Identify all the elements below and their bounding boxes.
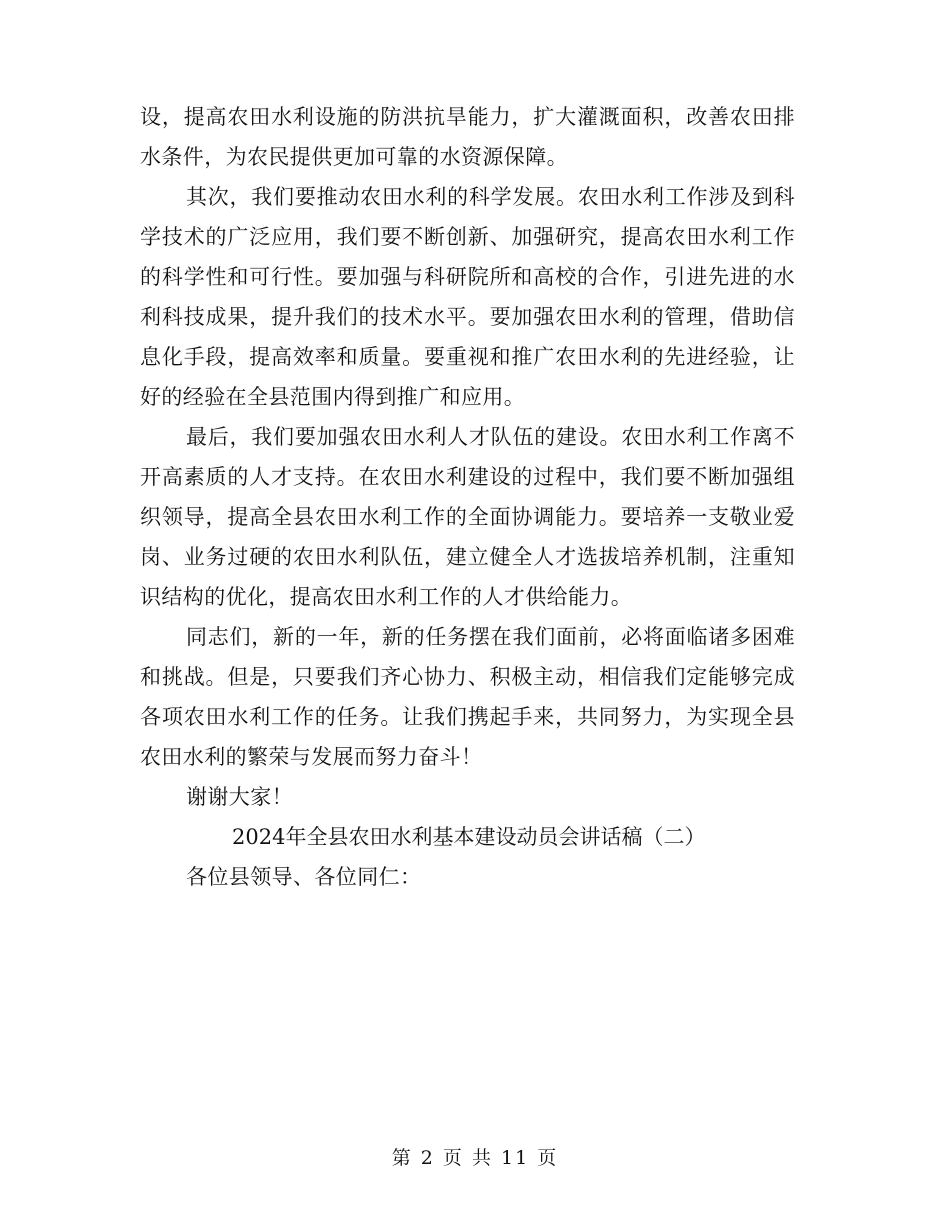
section-title: 2024年全县农田水利基本建设动员会讲话稿（二） (232, 825, 706, 849)
paragraph-talent: 最后，我们要加强农田水利人才队伍的建设。农田水利工作离不开高素质的人才支持。在农田水利建设的过程中，我们要不断加强组织领导，提高全县农田水利工作的全面协调能力。要培养一支敬业爱岗、业务过硬的农田水利队伍，建立健全人才选拔培养机制，注重知识结构的优化，提高农田水利工作的人才供给能力。 (140, 425, 795, 609)
document-body (140, 97, 795, 897)
salutation: 各位县领导、各位同仁： (186, 865, 422, 889)
paragraph-science: 其次，我们要推动农田水利的科学发展。农田水利工作涉及到科学技术的广泛应用，我们要不断创新、加强研究，提高农田水利工作的科学性和可行性。要加强与科研院所和高校的合作，引进先进的水利科技成果，提升我们的技术水平。要加强农田水利的管理，借助信息化手段，提高效率和质量。要重视和推广农田水利的先进经验，让好的经验在全县范围内得到推广和应用。 (140, 185, 795, 409)
page-number-footer: 第 2 页 共 11 页 (391, 1147, 559, 1169)
paragraph-thanks: 谢谢大家！ (186, 785, 293, 809)
paragraph-continuation: 设，提高农田水利设施的防洪抗旱能力，扩大灌溉面积，改善农田排水条件，为农民提供更加可靠的水资源保障。 (140, 105, 795, 169)
paragraph-call-to-action: 同志们，新的一年，新的任务摆在我们面前，必将面临诸多困难和挑战。但是，只要我们齐心协力、积极主动，相信我们定能够完成各项农田水利工作的任务。让我们携起手来，共同努力，为实现全县农田水利的繁荣与发展而努力奋斗！ (140, 625, 795, 769)
